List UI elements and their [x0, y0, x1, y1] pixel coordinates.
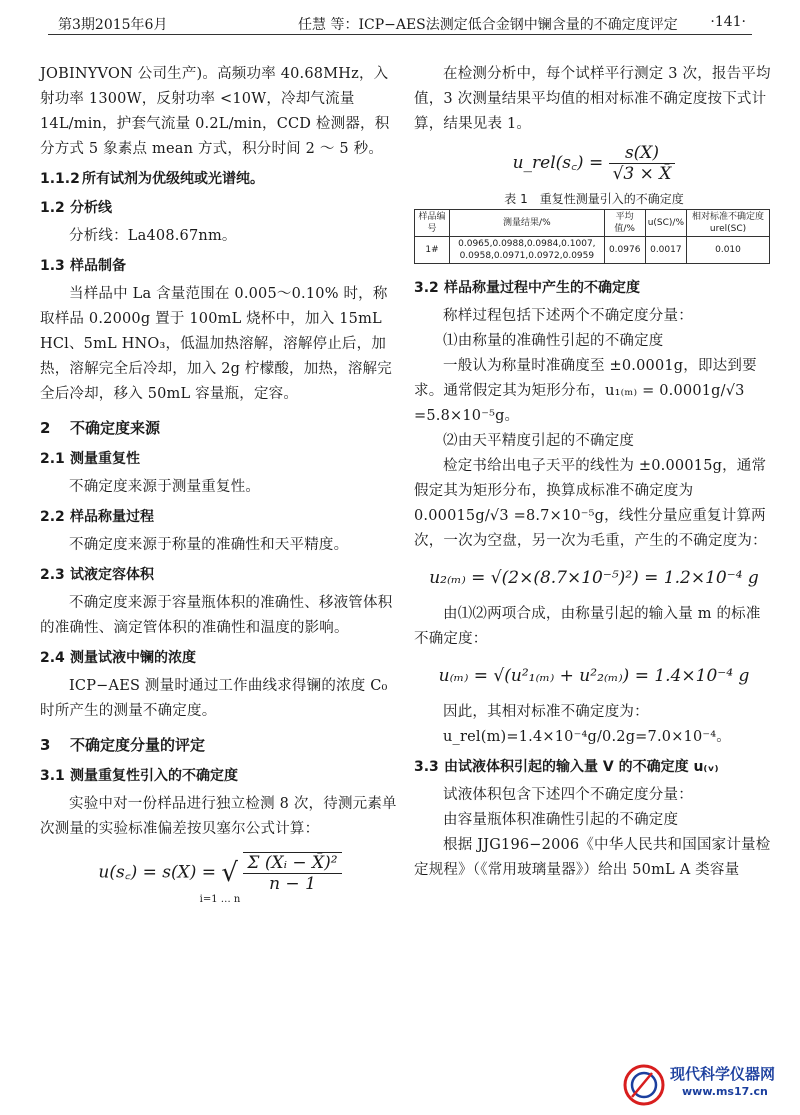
heading-3-3: 3.3 由试液体积引起的输入量 V 的不确定度 u₍ᵥ₎ [414, 759, 719, 775]
table-header-cell: 相对标准不确定度urel(SC) [687, 210, 770, 237]
watermark [622, 1061, 792, 1109]
heading-3: 3 不确定度分量的评定 [40, 736, 206, 754]
paragraph-3-2-accuracy: 一般认为称量时准确度至 ±0.0001g，即达到要求。通常假定其为矩形分布，u₁₍ₘ₎ = 0.0001g/√3 =5.8×10⁻⁵g。 [414, 358, 757, 424]
heading-2-1: 2.1 测量重复性 [40, 451, 140, 467]
header-title: 任慧 等：ICP−AES法测定低合金钢中镧含量的不确定度评定 [298, 17, 678, 33]
equation-relative [414, 143, 774, 184]
table-repeatability [414, 209, 770, 264]
header-issue: 第3期2015年6月 [58, 17, 168, 33]
heading-1-2: 1.2 分析线 [40, 200, 112, 216]
paragraph-parallel: 在检测分析中，每个试样平行测定 3 次，报告平均值，3 次测量结果平均值的相对标准不确定度按下式计算，结果见表 1。 [414, 66, 771, 132]
heading-1-3: 1.3 样品制备 [40, 258, 126, 274]
table-row [415, 237, 770, 264]
paragraph-3-2-linearity: 检定书给出电子天平的线性为 ±0.00015g，通常假定其为矩形分布，换算成标准不确定度为 0.00015g/√3 =8.7×10⁻⁵g，线性分量应重复计算两次，一次为空盘，另一次为毛重，产生的不确定度为： [414, 458, 767, 549]
table-header-cell: u(SC)/% [645, 210, 686, 237]
table-header-cell: 平均值/% [604, 210, 645, 237]
paragraph-3-2-intro: 称样过程包括下述两个不确定度分量： [443, 308, 693, 324]
left-column [40, 62, 400, 911]
paragraph-3-1: 实验中对一份样品进行独立检测 8 次，待测元素单次测量的实验标准偏差按贝塞尔公式计算： [40, 796, 397, 837]
watermark-logo-icon [622, 1063, 666, 1107]
table-cell: 0.010 [687, 237, 770, 264]
paragraph-2-1: 不确定度来源于测量重复性。 [69, 479, 261, 495]
table-cell: 1# [415, 237, 450, 264]
heading-2-2: 2.2 样品称量过程 [40, 509, 154, 525]
right-column [414, 62, 774, 883]
equation-bessel-lhs: u(s꜀) = s(X) = [98, 862, 217, 883]
running-header [48, 10, 752, 35]
heading-3-1: 3.1 测量重复性引入的不确定度 [40, 768, 238, 784]
equation-bessel: u(s꜀) = s(X) = √ $\frac{\text{Σ (Xᵢ − X̄)²}}{n - 1}$ i=1 … n [40, 852, 400, 905]
watermark-name: 现代科学仪器网 [670, 1065, 776, 1083]
equation-bessel-numerator: Σ (Xᵢ − X̄)² [243, 853, 341, 874]
heading-2-4: 2.4 测量试液中镧的浓度 [40, 650, 196, 666]
heading-2-3: 2.3 试液定容体积 [40, 567, 154, 583]
table-caption: 表 1 重复性测量引入的不确定度 [504, 192, 684, 206]
paragraph-3-3-flask: 由容量瓶体积准确性引起的不确定度 [443, 812, 679, 828]
watermark-url: www.ms17.cn [682, 1085, 768, 1098]
table-cell: 0.0017 [645, 237, 686, 264]
paragraph-3-2-result: u_rel(m)=1.4×10⁻⁴g/0.2g=7.0×10⁻⁴。 [443, 729, 731, 745]
equation-relative-numerator: s(X) [609, 143, 676, 164]
table-header-row [415, 210, 770, 237]
table-cell: 0.0976 [604, 237, 645, 264]
paragraph-sample-prep: 当样品中 La 含量范围在 0.005～0.10% 时，称取样品 0.2000g 置于 100mL 烧杯中，加入 15mL HCl、5mL HNO₃，低温加热溶解，溶解停止后，加热，溶解完全后冷却，加入 2g 柠檬酸，加热，溶解完全后冷却，移入 50mL 容量瓶，定容。 [40, 286, 392, 402]
paragraph-2-3: 不确定度来源于容量瓶体积的准确性、移液管体积的准确性、滴定管体积的准确性和温度的影响。 [40, 595, 393, 636]
heading-3-2: 3.2 样品称量过程中产生的不确定度 [414, 280, 640, 296]
paragraph-analysis-line: 分析线：La408.67nm。 [69, 228, 237, 244]
table-header-cell: 测量结果/% [450, 210, 605, 237]
paragraph-instrument: JOBINYVON 公司生产)。高频功率 40.68MHz，入射功率 1300W，反射功率 <10W，冷却气流量 14L/min，护套气流量 0.2L/min，CCD 检测器，积分方式 5 象素点 mean 方式，积分时间 2 ～ 5 秒。 [40, 66, 390, 157]
paragraph-3-3-intro: 试液体积包含下述四个不确定度分量： [443, 787, 693, 803]
equation-relative-lhs: u_rel(s꜀) = [512, 153, 604, 173]
paragraph-2-2: 不确定度来源于称量的准确性和天平精度。 [69, 537, 349, 553]
table-cell: 0.0965,0.0988,0.0984,0.1007, 0.0958,0.0971,0.0972,0.0959 [450, 237, 605, 264]
equation-bessel-denominator: n − 1 [269, 874, 316, 894]
heading-2: 2 不确定度来源 [40, 419, 161, 437]
paragraph-3-2-relative: 因此，其相对标准不确定度为： [443, 704, 649, 720]
paragraph-3-3-regulation: 根据 JJG196−2006《中华人民共和国国家计量检定规程》（《常用玻璃量器》）给出 50mL A 类容量 [414, 837, 771, 878]
table-header-cell: 样品编号 [415, 210, 450, 237]
equation-u2m: u₂₍ₘ₎ = √(2×(8.7×10⁻⁵)²) = 1.2×10⁻⁴ g [429, 568, 759, 588]
paragraph-3-2-combine: 由⑴⑵两项合成，由称量引起的输入量 m 的标准不确定度： [414, 606, 761, 647]
heading-1-1-2: 1.1.2 所有试剂为优级纯或光谱纯。 [40, 171, 264, 187]
equation-bessel-sum-limits: i=1 … n [199, 894, 241, 905]
paragraph-3-2-item2: ⑵由天平精度引起的不确定度 [443, 433, 635, 449]
paragraph-2-4: ICP−AES 测量时通过工作曲线求得镧的浓度 C₀ 时所产生的测量不确定度。 [40, 678, 388, 719]
paragraph-3-2-item1: ⑴由称量的准确性引起的不确定度 [443, 333, 664, 349]
equation-um: u₍ₘ₎ = √(u²₁₍ₘ₎ + u²₂₍ₘ₎) = 1.4×10⁻⁴ g [438, 666, 750, 686]
page-number: ·141· [710, 14, 746, 30]
equation-relative-denominator: √3 × X̄ [612, 164, 672, 184]
